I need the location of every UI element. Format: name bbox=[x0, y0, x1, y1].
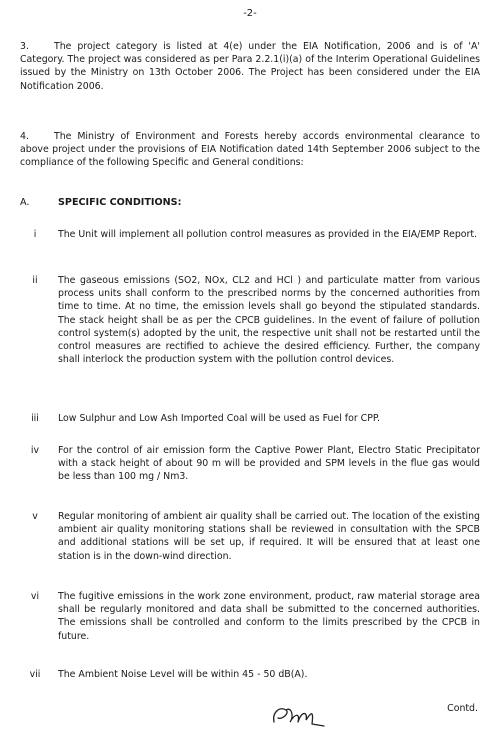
condition-number: ii bbox=[32, 275, 38, 286]
condition-number: iv bbox=[30, 445, 40, 456]
paragraph-number: 3. bbox=[20, 41, 29, 52]
paragraph-text: The project category is listed at 4(e) under the EIA Notification, 2006 and is of 'A' Category. The project was considered as per Para 2.2.1(i)(a) of the Interim Operational Guidelines issued by the Ministry on 13th October 2006. The Project has been considered under the EIA Notification 2006. bbox=[20, 41, 480, 92]
section-heading bbox=[20, 197, 181, 208]
paragraph-4 bbox=[20, 130, 480, 170]
condition-item bbox=[20, 510, 480, 563]
condition-number: vi bbox=[30, 591, 40, 602]
paragraph-number: 4. bbox=[20, 131, 29, 142]
page-number: -2- bbox=[243, 8, 257, 19]
continued-note: Contd. bbox=[447, 703, 478, 714]
condition-number: vii bbox=[29, 669, 41, 680]
condition-text: For the control of air emission form the Captive Power Plant, Electro Static Precipitator with a stack height of about 90 m will be provided and SPM levels in the flue gas would be less than 100 mg / Nm3. bbox=[58, 445, 480, 483]
condition-item bbox=[20, 444, 480, 484]
condition-text: The Ambient Noise Level will be within 45 - 50 dB(A). bbox=[58, 669, 308, 680]
condition-text: Low Sulphur and Low Ash Imported Coal will be used as Fuel for CPP. bbox=[58, 413, 381, 424]
section-letter: A. bbox=[20, 197, 30, 208]
condition-item bbox=[20, 228, 480, 241]
condition-text: The Unit will implement all pollution control measures as provided in the EIA/EMP Report. bbox=[58, 229, 478, 240]
condition-number: v bbox=[32, 511, 38, 522]
condition-item bbox=[20, 590, 480, 643]
signature-mark bbox=[268, 700, 328, 730]
condition-number: iii bbox=[31, 413, 39, 424]
condition-item bbox=[20, 274, 480, 366]
section-title: SPECIFIC CONDITIONS: bbox=[58, 197, 182, 208]
paragraph-3 bbox=[20, 40, 480, 93]
condition-item bbox=[20, 668, 480, 681]
condition-item bbox=[20, 412, 480, 425]
condition-number: i bbox=[33, 229, 37, 240]
condition-text: The fugitive emissions in the work zone environment, product, raw material storage area shall be regularly monitored and data shall be submitted to the concerned authorities. The emissions shall be controlled and conform to the limits prescribed by the CPCB in future. bbox=[58, 591, 480, 642]
condition-text: The gaseous emissions (SO2, NOx, CL2 and HCl ) and particulate matter from various process units shall conform to the prescribed norms by the concerned authorities from time to time. At no time, the emission levels shall go beyond the stipulated standards. The stack height shall be as per the CPCB guidelines. In the event of failure of pollution control system(s) adopted by the unit, the respective unit shall not be restarted until the control measures are rectified to achieve the desired efficiency. Further, the company shall interlock the production system with the pollution control devices. bbox=[58, 275, 480, 366]
condition-text: Regular monitoring of ambient air quality shall be carried out. The location of the existing ambient air quality monitoring stations shall be reviewed in consultation with the SPCB and additional stations will be set up, if required. It will be ensured that at least one station is in the down-wind direction. bbox=[58, 511, 480, 562]
paragraph-text: The Ministry of Environment and Forests hereby accords environmental clearance to above project under the provisions of EIA Notification dated 14th September 2006 subject to the compliance of the following Specific and General conditions: bbox=[20, 131, 480, 169]
